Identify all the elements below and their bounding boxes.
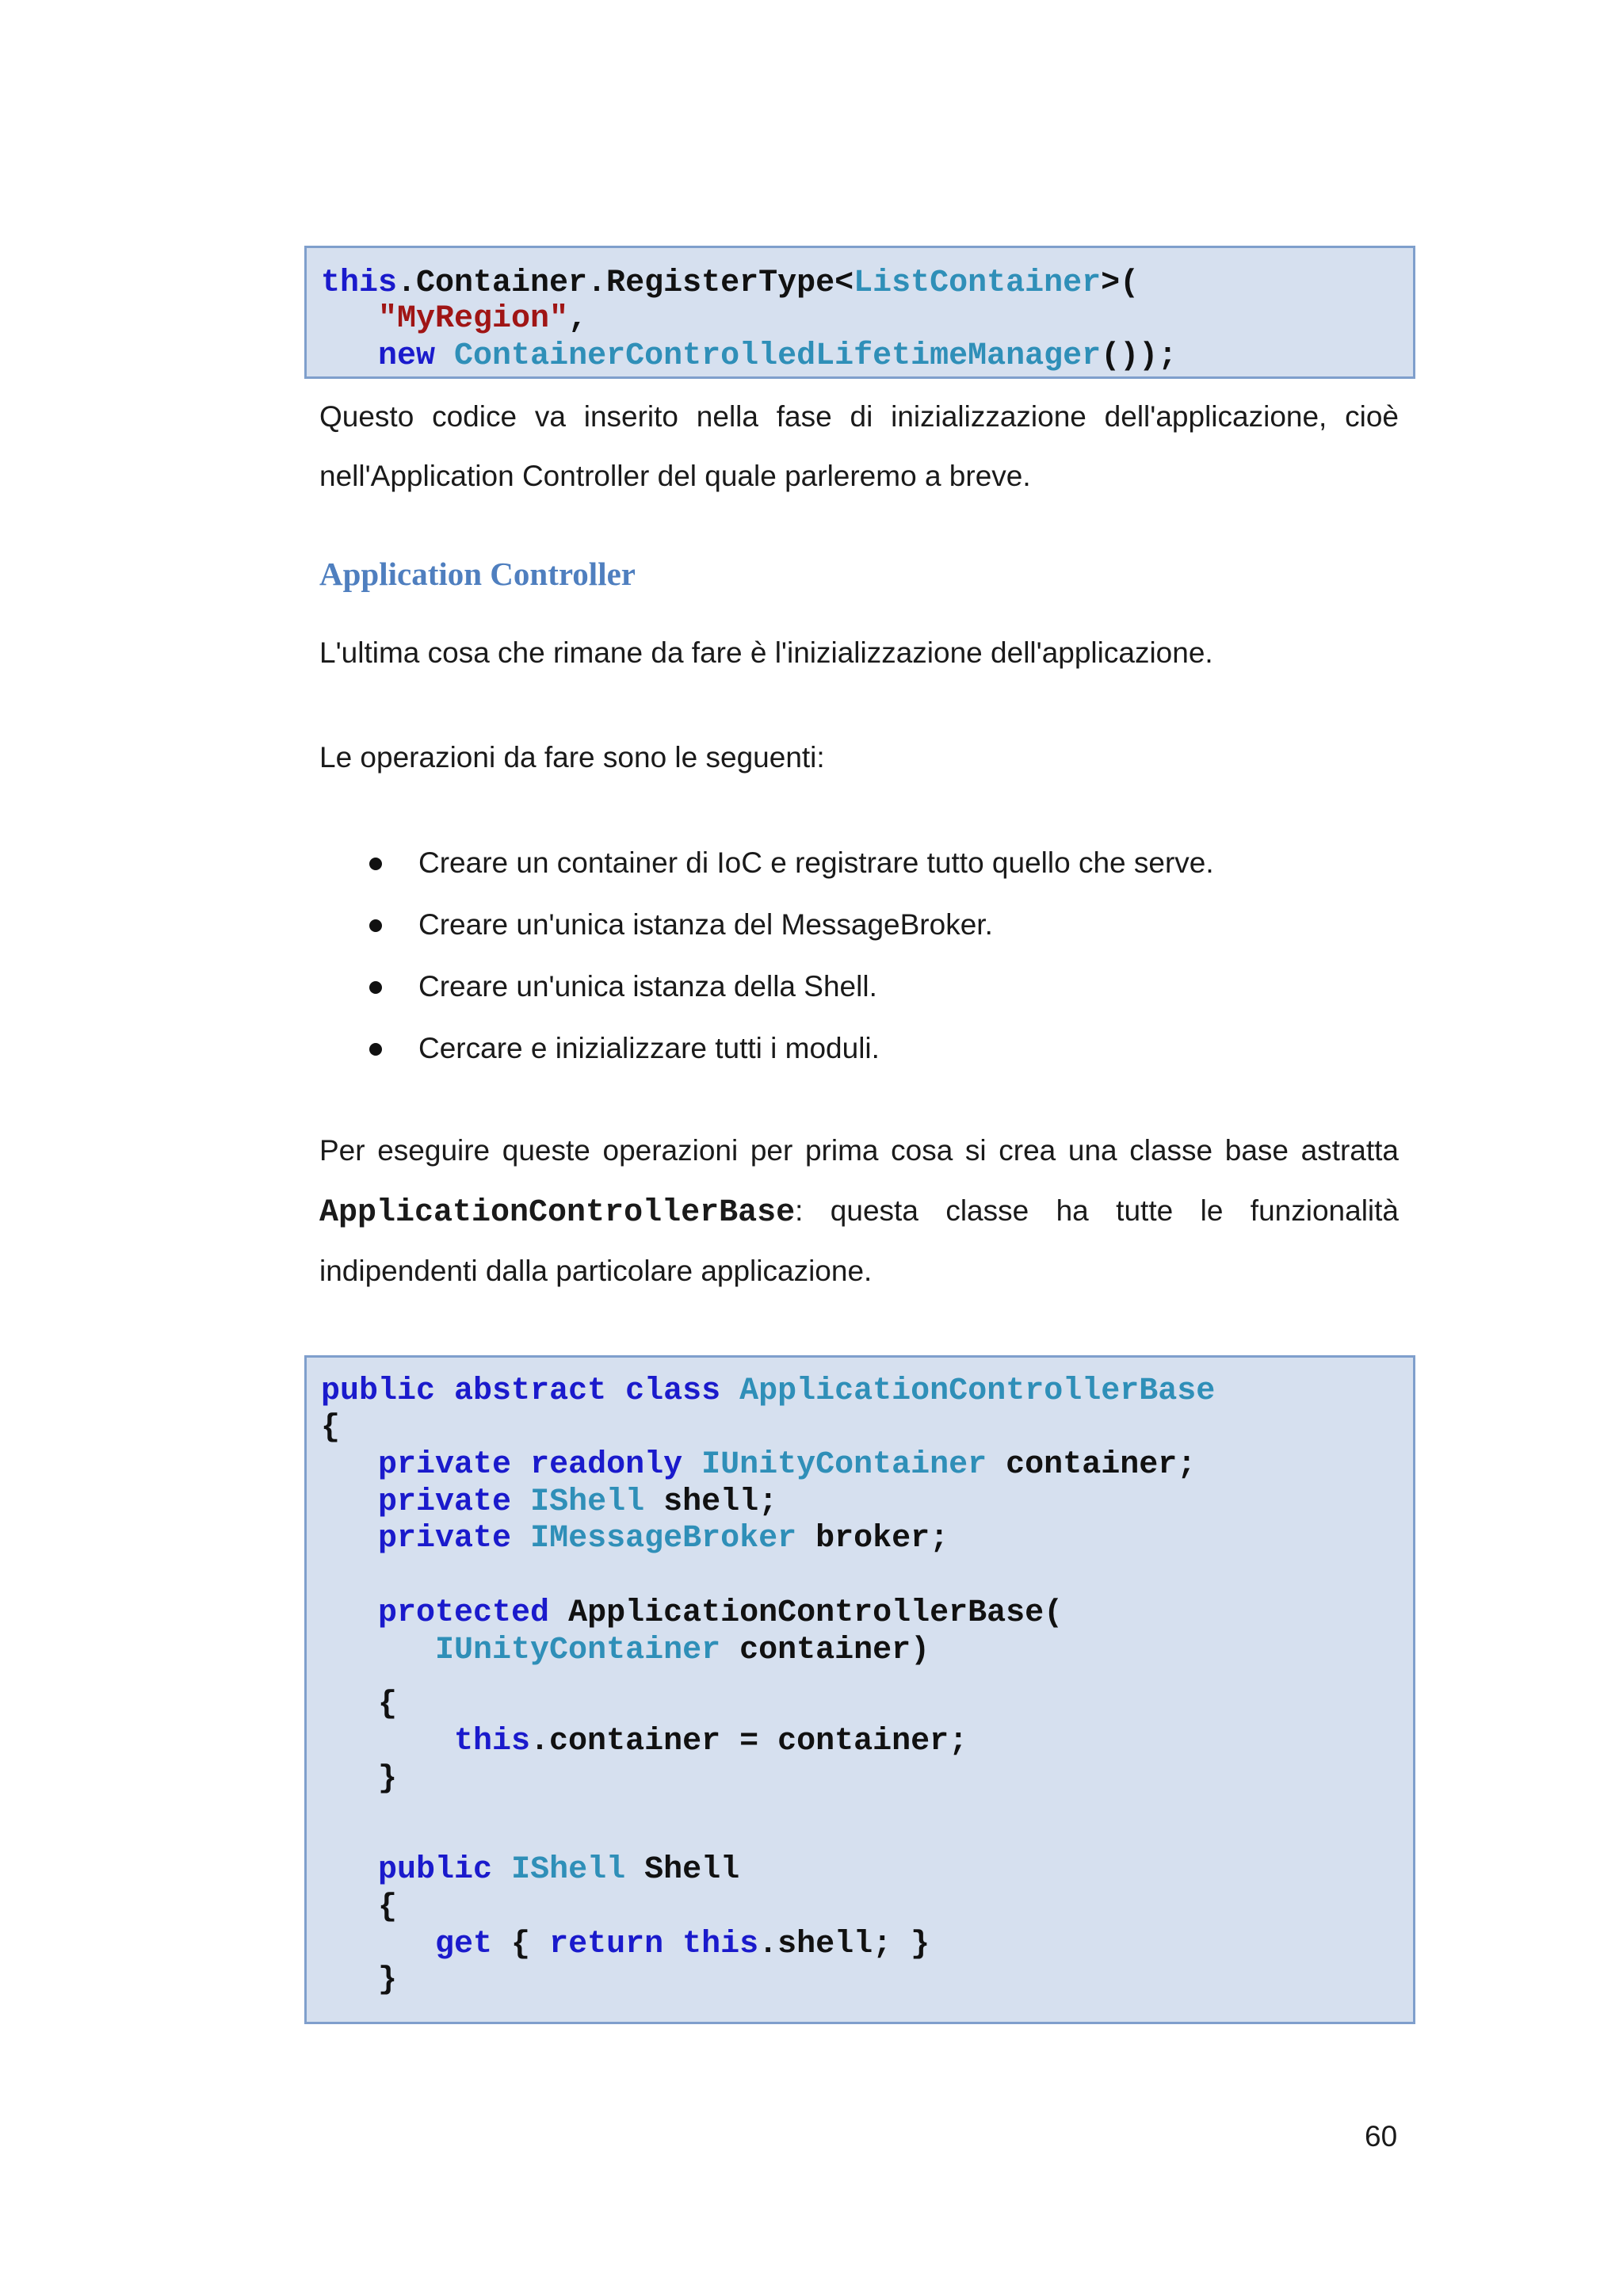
code-text xyxy=(682,1447,701,1483)
code-type: IMessageBroker xyxy=(530,1521,797,1557)
code-type: IUnityContainer xyxy=(435,1633,721,1668)
code-block-application-controller-base xyxy=(304,1355,1415,2024)
code-text xyxy=(606,1373,625,1409)
code-text: { xyxy=(492,1927,550,1962)
paragraph-last-step: L'ultima cosa che rimane da fare è l'inizializzazione dell'applicazione. xyxy=(319,636,1213,669)
code-keyword: get xyxy=(435,1927,493,1962)
list-item xyxy=(365,956,1214,1018)
code-line xyxy=(321,1724,968,1760)
code-line xyxy=(321,1484,777,1521)
list-item-text: Cercare e inizializzare tutti i moduli. xyxy=(418,1032,880,1064)
code-line xyxy=(321,1889,397,1926)
paragraph-operations-intro: Le operazioni da fare sono le seguenti: xyxy=(319,741,825,774)
code-text xyxy=(321,338,378,374)
code-keyword: private xyxy=(378,1521,512,1557)
code-text xyxy=(511,1447,530,1483)
code-line xyxy=(321,1927,930,1963)
paragraph-intro xyxy=(319,387,1399,447)
code-text xyxy=(321,1633,435,1668)
list-item xyxy=(365,894,1214,956)
code-keyword: this xyxy=(682,1927,759,1962)
code-text: .container = container; xyxy=(530,1724,968,1759)
code-text: .shell; } xyxy=(758,1927,930,1962)
code-type: ContainerControlledLifetimeManager xyxy=(454,338,1102,374)
code-keyword: readonly xyxy=(530,1447,683,1483)
code-line xyxy=(321,1373,1215,1410)
code-line xyxy=(321,1687,397,1723)
code-keyword: protected xyxy=(378,1595,550,1631)
paragraph-intro-line-2 xyxy=(319,446,1399,506)
bullet-icon xyxy=(369,919,382,932)
code-text: { xyxy=(321,1410,341,1446)
code-text: , xyxy=(568,301,588,337)
code-keyword: this xyxy=(454,1724,531,1759)
code-text: { xyxy=(321,1889,398,1925)
paragraph-base-class-line-3 xyxy=(319,1241,1399,1301)
code-text xyxy=(321,1724,454,1759)
paragraph-line: : questa classe ha tutte le funzionalità xyxy=(795,1194,1399,1227)
code-text: ApplicationControllerBase( xyxy=(549,1595,1064,1631)
list-item xyxy=(365,832,1214,894)
list-item-text: Creare un'unica istanza del MessageBroker. xyxy=(418,908,993,941)
code-line xyxy=(321,1447,1196,1484)
code-text: } xyxy=(321,1962,398,1998)
code-line xyxy=(321,1633,930,1669)
code-text xyxy=(321,1447,378,1483)
code-type: IShell xyxy=(511,1852,626,1888)
code-type: IUnityContainer xyxy=(701,1447,987,1483)
code-text xyxy=(511,1484,530,1520)
code-string: "MyRegion" xyxy=(378,301,569,337)
bullet-icon xyxy=(369,858,382,870)
code-text xyxy=(321,1595,378,1631)
code-text xyxy=(321,1484,378,1520)
code-text: ()); xyxy=(1101,338,1178,374)
section-heading: Application Controller xyxy=(319,556,636,592)
code-line xyxy=(321,1410,340,1446)
code-keyword: this xyxy=(321,266,398,301)
code-text: container; xyxy=(987,1447,1197,1483)
code-text xyxy=(321,1927,435,1962)
code-keyword: class xyxy=(625,1373,721,1409)
code-text: Shell xyxy=(625,1852,740,1888)
code-text xyxy=(663,1927,682,1962)
paragraph-base-class xyxy=(319,1121,1399,1181)
code-keyword: public xyxy=(378,1852,493,1888)
code-text xyxy=(720,1373,739,1409)
code-line xyxy=(321,1595,1063,1632)
code-text: >( xyxy=(1101,266,1140,301)
operations-list xyxy=(365,832,1214,1079)
paragraph-line: nell'Application Controller del quale parleremo a breve. xyxy=(319,460,1031,492)
code-line xyxy=(321,1962,397,1999)
paragraph-line: Per eseguire queste operazioni per prima cosa si crea una classe base astratta xyxy=(319,1134,1399,1167)
paragraph-base-class-line-2 xyxy=(319,1181,1399,1241)
code-line xyxy=(321,338,1177,375)
code-keyword: abstract xyxy=(454,1373,607,1409)
bullet-icon xyxy=(369,1043,382,1056)
code-block-register-type xyxy=(304,246,1415,379)
code-text xyxy=(511,1521,530,1557)
bullet-icon xyxy=(369,981,382,994)
code-type: IShell xyxy=(530,1484,645,1520)
code-text: container) xyxy=(720,1633,930,1668)
code-line xyxy=(321,1761,397,1797)
code-text xyxy=(435,1373,454,1409)
code-keyword: public xyxy=(321,1373,436,1409)
list-item-text: Creare un container di IoC e registrare tutto quello che serve. xyxy=(418,846,1214,879)
code-keyword: private xyxy=(378,1447,512,1483)
code-line xyxy=(321,1521,949,1557)
code-line xyxy=(321,1852,739,1889)
code-keyword: private xyxy=(378,1484,512,1520)
code-text: broker; xyxy=(796,1521,949,1557)
paragraph-line: indipendenti dalla particolare applicazione. xyxy=(319,1255,873,1287)
code-type: ListContainer xyxy=(854,266,1102,301)
code-keyword: return xyxy=(549,1927,664,1962)
list-item xyxy=(365,1018,1214,1079)
code-line xyxy=(321,301,587,338)
code-text xyxy=(321,1852,378,1888)
code-text: } xyxy=(321,1761,398,1797)
code-keyword: new xyxy=(378,338,436,374)
paragraph-line: Questo codice va inserito nella fase di inizializzazione dell'applicazione, cioè xyxy=(319,400,1399,433)
code-text: .Container.RegisterType< xyxy=(397,266,854,301)
code-text xyxy=(435,338,454,374)
code-type: ApplicationControllerBase xyxy=(739,1373,1216,1409)
code-text xyxy=(321,301,378,337)
list-item-text: Creare un'unica istanza della Shell. xyxy=(418,970,877,1003)
code-text: shell; xyxy=(644,1484,778,1520)
code-line xyxy=(321,266,1139,302)
code-text xyxy=(492,1852,511,1888)
page-number: 60 xyxy=(1365,2120,1398,2153)
code-text: { xyxy=(321,1687,398,1722)
inline-code: ApplicationControllerBase xyxy=(319,1195,796,1231)
code-text xyxy=(321,1521,378,1557)
